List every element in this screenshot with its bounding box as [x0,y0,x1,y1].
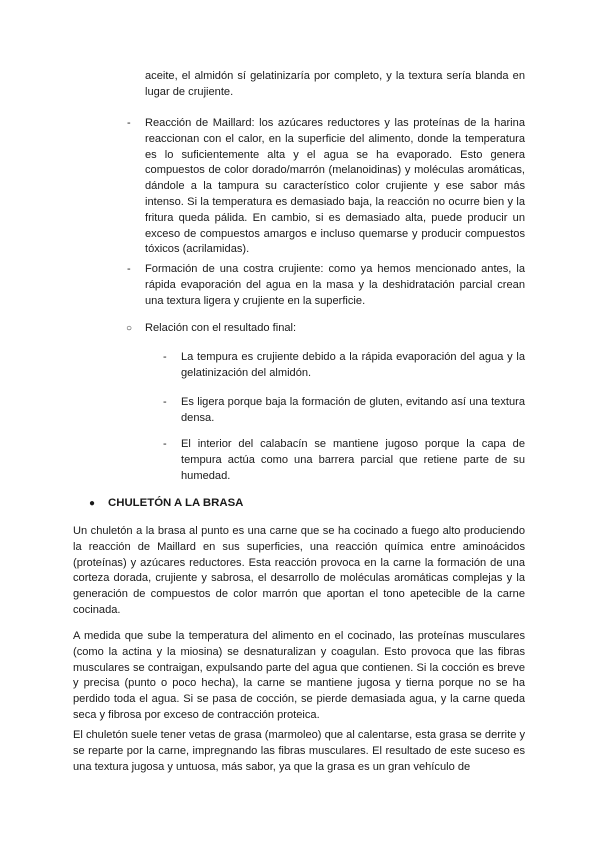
sub-item-crujiente [181,350,525,382]
list-marker-dash: - [163,438,167,450]
circle-bullet-icon: ○ [126,323,133,334]
sub-item-text: El interior del calabacín se mantiene jugoso porque la capa de tempura actúa como una barrera parcial que retiene parte de su humedad. [181,438,525,482]
body-paragraph-2 [73,629,525,724]
body-paragraph-3 [73,728,525,775]
sub-item-text: Es ligera porque baja la formación de gluten, evitando así una textura densa. [181,396,525,424]
paragraph-text: Un chuletón a la brasa al punto es una carne que se ha cocinado a fuego alto produciendo la reacción de Maillard en sus superficies, una reacción química entre aminoácidos (proteínas) y azúcares reductores. Esta reacción provoca en la carne la formación de una corteza dorada, crujiente y sabrosa, el desarrollo de moléculas aromáticas complejas y la generación de compuestos de color marrón que aportan el tono apetecible de la carne cocinada. [73,525,525,616]
sub-item-ligera [181,395,525,427]
section-bullet-icon: ● [89,498,96,509]
paragraph-text: El chuletón suele tener vetas de grasa (marmoleo) que al calentarse, esta grasa se derrite y se reparte por la carne, impregnando las fibras musculares. El resultado de este suceso es una textura jugosa y untuosa, más sabor, ya que la grasa es un gran vehículo de [73,729,525,773]
sub-item-jugoso [181,437,525,484]
sub-item-text: La tempura es crujiente debido a la rápida evaporación del agua y la gelatinización del almidón. [181,351,525,379]
relation-label-block [145,321,525,337]
section-heading: CHULETÓN A LA BRASA [108,497,244,509]
list-item-maillard [145,116,525,258]
list-marker-dash: - [127,117,131,129]
list-item-text: Reacción de Maillard: los azúcares reductores y las proteínas de la harina reaccionan con el calor, en la superficie del alimento, donde la temperatura es lo suficientemente alta y el agua se ha evaporado. Esto genera compuestos de color dorado/marrón (melanoidinas) y moléculas aromáticas, dándole a la tampura su característico color crujiente y ese sabor más intenso. Si la temperatura es demasiado baja, la reacción no ocurre bien y la fritura queda pálida. En cambio, si es demasiado alta, puede producir un exceso de compuestos amargos e incluso quemarse y producir compuestos tóxicos (acrilamidas). [145,117,525,256]
list-marker-dash: - [127,263,131,275]
list-marker-dash: - [163,351,167,363]
list-item-costra [145,262,525,309]
paragraph-text: A medida que sube la temperatura del alimento en el cocinado, las proteínas musculares (como la actina y la miosina) se desnaturalizan y coagulan. Esto provoca que las fibras musculares se contraigan, expulsando parte del agua que contienen. Si la cocción es breve y precisa (punto o poco hecha), la carne se mantiene jugosa y tierna porque no se ha perdido toda el agua. Si se pasa de cocción, se pierde demasiada agua, y la carne queda seca y fibrosa por exceso de contracción proteica. [73,630,525,721]
body-paragraph-1 [73,524,525,619]
list-marker-dash: - [163,396,167,408]
continuation-paragraph [145,69,525,101]
continuation-text: aceite, el almidón sí gelatinizaría por completo, y la textura sería blanda en lugar de crujiente. [145,70,525,98]
relation-label: Relación con el resultado final: [145,322,297,334]
list-item-text: Formación de una costra crujiente: como ya hemos mencionado antes, la rápida evaporación del agua en la masa y la deshidratación parcial crean una textura ligera y crujiente en la superficie. [145,263,525,307]
